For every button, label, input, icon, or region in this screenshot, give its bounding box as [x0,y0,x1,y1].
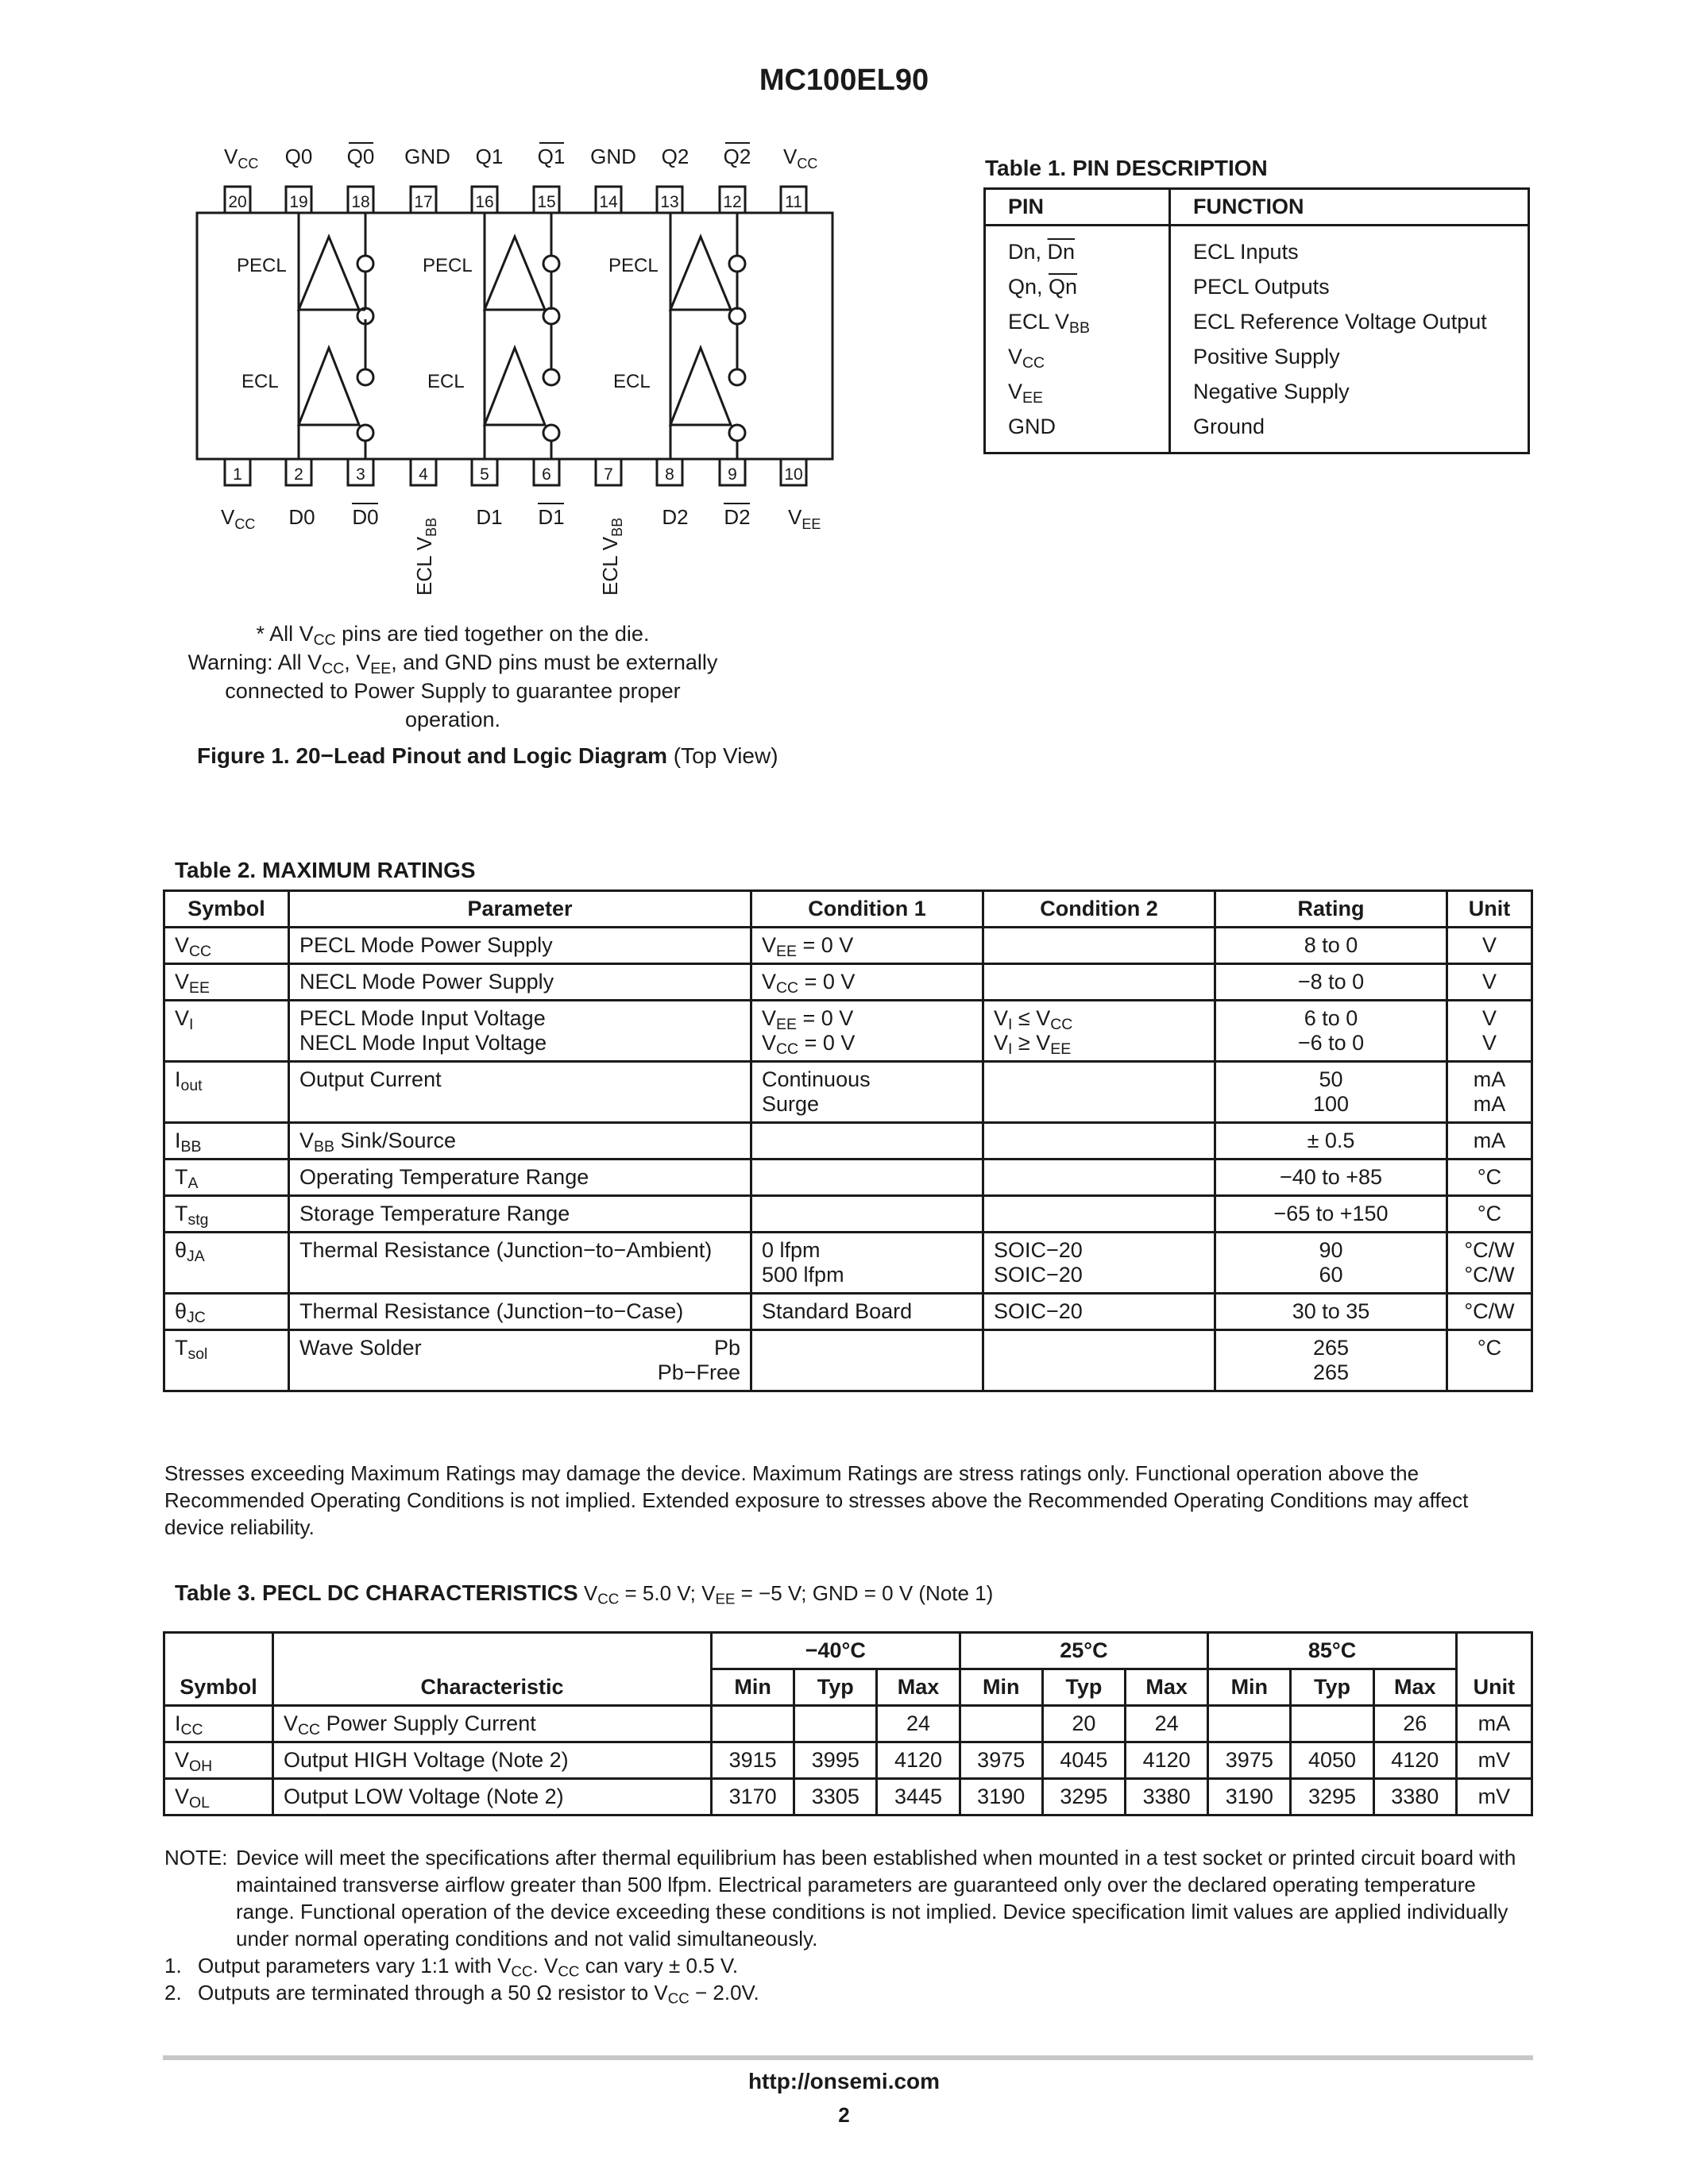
unit-cell: °C [1447,1196,1532,1233]
unit-cell: °C/W °C/W [1447,1233,1532,1294]
value-cell [960,1706,1042,1742]
page-title: MC100EL90 [759,64,929,97]
symbol-cell: $I_{out}$ [164,1062,289,1123]
ecl-label-0: ECL [241,371,279,392]
rating-cell: ± 0.5 [1215,1123,1447,1160]
condition2-cell [983,1330,1215,1391]
table2-header-unit: Unit [1447,891,1532,928]
value-cell: 3190 [960,1779,1042,1815]
parameter-cell: Thermal Resistance (Junction−to−Ambient) [289,1233,751,1294]
unit-cell: V [1447,928,1532,964]
value-cell: 3295 [1291,1779,1373,1815]
value-cell: 3190 [1208,1779,1291,1815]
ecl-buffer-0 [299,308,373,459]
symbol-cell: $I_{BB}$ [164,1123,289,1160]
pin-label-12: Q2 [723,145,751,168]
unit-cell: mA [1447,1123,1532,1160]
ecl-label-1: ECL [427,371,465,392]
figure-note-line-3: connected to Power Supply to guarantee proper operation. [225,679,681,731]
symbol-cell: $V_I$ [164,1001,289,1062]
footer-divider [163,2055,1533,2060]
figure-note-line-2: Warning: All $V_{CC}$, $V_{EE}$, and GND pins must be externally [187,650,718,677]
table2-header-condition2: Condition 2 [983,891,1215,928]
table3-header-symbol: Symbol [164,1633,273,1706]
pin-label-11: $V_{CC}$ [783,145,818,172]
parameter-cell: Storage Temperature Range [289,1196,751,1233]
pin-label-4: ECL $V_{BB}$ [412,517,439,596]
pin-number-13: 13 [660,193,679,211]
unit-cell: mV [1456,1742,1532,1779]
pecl-buffer-2 [670,213,745,310]
characteristic-cell: $V_{CC}$ Power Supply Current [273,1706,712,1742]
symbol-cell: $V_{OL}$ [164,1779,273,1815]
rating-cell: 8 to 0 [1215,928,1447,964]
table-row [164,1233,1532,1294]
temp-header-25: 25°C [960,1633,1208,1669]
function-cell: PECL Outputs [1170,269,1529,304]
pin-number-10: 10 [784,465,803,484]
table1-header-pin: PIN [985,189,1170,226]
value-cell: 3305 [794,1779,877,1815]
symbol-cell: $\theta_{JC}$ [164,1294,289,1330]
value-cell [794,1706,877,1742]
table-row [985,304,1529,339]
pin-number-3: 3 [356,465,365,484]
function-cell: ECL Inputs [1170,226,1529,270]
footnote-1: 1. Output parameters vary 1:1 with $V_{CC}$. $V_{CC}$ can vary ± 0.5 V. [164,1954,739,1980]
parameter-cell: Operating Temperature Range [289,1160,751,1196]
table-row [985,409,1529,453]
value-cell: 3995 [794,1742,877,1779]
table-row [164,1706,1532,1742]
typ-header: Typ [1042,1669,1125,1706]
figure-note-line-1: * All $V_{CC}$ pins are tied together on the die. [256,622,650,649]
unit-cell: °C [1447,1330,1532,1391]
value-cell: 4120 [1373,1742,1456,1779]
value-cell: 4045 [1042,1742,1125,1779]
ecl-label-2: ECL [613,371,651,392]
table-row [164,928,1532,964]
condition1-cell: $V_{EE} = 0$ V [751,928,983,964]
table-row [164,1062,1532,1123]
pin-number-16: 16 [475,193,494,211]
symbol-cell: $T_{sol}$ [164,1330,289,1391]
pin-label-17: GND [404,145,450,168]
min-header: Min [712,1669,794,1706]
rating-cell: −40 to +85 [1215,1160,1447,1196]
temp-header-minus40: −40°C [712,1633,960,1669]
pin-label-20: $V_{CC}$ [224,145,259,172]
value-cell: 3975 [960,1742,1042,1779]
rating-cell: 265 265 [1215,1330,1447,1391]
pin-description-table [983,187,1530,454]
table3-note [164,1844,1533,1952]
pin-label-16: Q1 [475,145,504,168]
ecl-buffer-1 [485,308,559,459]
value-cell: 26 [1373,1706,1456,1742]
value-cell: 24 [877,1706,960,1742]
rating-cell: 90 60 [1215,1233,1447,1294]
pin-label-9: D2 [724,505,751,529]
pin-label-14: GND [590,145,636,168]
table3-header-characteristic: Characteristic [273,1633,712,1706]
condition2-cell: $V_I \le V_{CC}$ $V_I \ge V_{EE}$ [983,1001,1215,1062]
footer-url-link[interactable]: http://onsemi.com [747,2069,941,2093]
table-row [164,1160,1532,1196]
rating-cell: 30 to 35 [1215,1294,1447,1330]
pecl-buffer-0 [299,213,373,310]
table2-header-parameter: Parameter [289,891,751,928]
value-cell: 3380 [1126,1779,1208,1815]
pin-cell: Dn, $\overline{Dn}$ [985,226,1170,270]
max-header: Max [1126,1669,1208,1706]
function-cell: Positive Supply [1170,339,1529,374]
pin-label-2: D0 [288,505,315,529]
pin-cell: $V_{EE}$ [985,374,1170,409]
pin-label-13: Q2 [661,145,689,168]
pin-number-17: 17 [414,193,433,211]
table-row [164,1123,1532,1160]
temp-header-85: 85°C [1208,1633,1457,1669]
pin-number-8: 8 [665,465,674,484]
unit-cell: °C [1447,1160,1532,1196]
pecl-label-2: PECL [608,255,659,276]
condition1-cell: Continuous Surge [751,1062,983,1123]
table2-header-rating: Rating [1215,891,1447,928]
function-cell: Negative Supply [1170,374,1529,409]
min-header: Min [960,1669,1042,1706]
table-row [164,964,1532,1001]
unit-cell: mA mA [1447,1062,1532,1123]
page-number: 2 [838,2103,850,2127]
value-cell: 24 [1126,1706,1208,1742]
pin-number-7: 7 [604,465,613,484]
pin-number-5: 5 [480,465,489,484]
condition1-cell [751,1330,983,1391]
table-row [164,1196,1532,1233]
pin-label-3: D0 [352,505,379,529]
figure-caption: Figure 1. 20−Lead Pinout and Logic Diagram (Top View) [197,743,778,768]
unit-cell: V [1447,964,1532,1001]
pin-number-12: 12 [723,193,742,211]
pin-cell: $V_{CC}$ [985,339,1170,374]
table1-caption: Table 1. PIN DESCRIPTION [985,156,1268,180]
min-header: Min [1208,1669,1291,1706]
value-cell: 4120 [1126,1742,1208,1779]
pin-number-1: 1 [233,465,242,484]
value-cell: 20 [1042,1706,1125,1742]
pecl-buffer-1 [485,213,559,310]
pin-label-18: Q0 [346,145,375,168]
condition2-cell [983,928,1215,964]
table2-header-symbol: Symbol [164,891,289,928]
characteristic-cell: Output HIGH Voltage (Note 2) [273,1742,712,1779]
table3-caption: Table 3. PECL DC CHARACTERISTICS $V_{CC} = 5.0$ V; $V_{EE} = -5$ V; GND = 0 V (Note 1) [175,1580,994,1607]
symbol-cell: $I_{CC}$ [164,1706,273,1742]
table-row [164,1001,1532,1062]
table2-header-condition1: Condition 1 [751,891,983,928]
condition1-cell: $V_{EE} = 0$ V $V_{CC} = 0$ V [751,1001,983,1062]
pin-label-7: ECL $V_{BB}$ [598,517,625,596]
pin-label-10: $V_{EE}$ [788,505,821,532]
pin-cell: Qn, $\overline{Qn}$ [985,269,1170,304]
pin-number-19: 19 [289,193,308,211]
symbol-cell: $\theta_{JA}$ [164,1233,289,1294]
table-row [985,269,1529,304]
pin-number-11: 11 [785,193,802,211]
value-cell: 3915 [712,1742,794,1779]
function-cell: ECL Reference Voltage Output [1170,304,1529,339]
table-row [985,226,1529,270]
condition2-cell: SOIC−20 SOIC−20 [983,1233,1215,1294]
unit-cell: °C/W [1447,1294,1532,1330]
symbol-cell: $V_{CC}$ [164,928,289,964]
condition2-cell [983,964,1215,1001]
rating-cell: −65 to +150 [1215,1196,1447,1233]
typ-header: Typ [794,1669,877,1706]
max-header: Max [877,1669,960,1706]
pin-number-20: 20 [228,193,247,211]
pin-number-15: 15 [537,193,556,211]
pin-number-18: 18 [351,193,370,211]
pin-label-8: D2 [662,505,689,529]
characteristic-cell: Output LOW Voltage (Note 2) [273,1779,712,1815]
rating-cell: −8 to 0 [1215,964,1447,1001]
parameter-cell: Thermal Resistance (Junction−to−Case) [289,1294,751,1330]
symbol-cell: $V_{OH}$ [164,1742,273,1779]
value-cell [1208,1706,1291,1742]
symbol-cell: $T_{stg}$ [164,1196,289,1233]
table2-note: Stresses exceeding Maximum Ratings may damage the device. Maximum Ratings are stress ratings only. Functional operation above the Recommended Operating Conditions is not implied. Extended exposure to stresses above the Recommended Operating Conditions may affect device reliability. [164,1461,1469,1539]
note-label: NOTE: [164,1846,228,1870]
condition2-cell: SOIC−20 [983,1294,1215,1330]
symbol-cell: $T_A$ [164,1160,289,1196]
condition2-cell [983,1160,1215,1196]
table-header-row [164,1633,1532,1669]
pin-cell: ECL $V_{BB}$ [985,304,1170,339]
pin-label-5: D1 [476,505,503,529]
value-cell: 3975 [1208,1742,1291,1779]
pecl-label-0: PECL [237,255,287,276]
condition1-cell: Standard Board [751,1294,983,1330]
table3-header-unit: Unit [1456,1633,1532,1706]
condition2-cell [983,1123,1215,1160]
pin-number-4: 4 [419,465,428,484]
condition1-cell [751,1196,983,1233]
rating-cell: 6 to 0 −6 to 0 [1215,1001,1447,1062]
unit-cell: mA [1456,1706,1532,1742]
value-cell [1291,1706,1373,1742]
rating-cell: 50 100 [1215,1062,1447,1123]
pinout-diagram [175,135,874,627]
value-cell: 3295 [1042,1779,1125,1815]
table-row [164,1742,1532,1779]
symbol-cell: $V_{EE}$ [164,964,289,1001]
value-cell: 4050 [1291,1742,1373,1779]
max-header: Max [1373,1669,1456,1706]
parameter-cell: PECL Mode Power Supply [289,928,751,964]
pin-label-6: D1 [538,505,565,529]
value-cell: 4120 [877,1742,960,1779]
parameter-cell: PECL Mode Input Voltage NECL Mode Input Voltage [289,1001,751,1062]
parameter-cell: NECL Mode Power Supply [289,964,751,1001]
table-row [164,1779,1532,1815]
unit-cell: mV [1456,1779,1532,1815]
condition1-cell [751,1160,983,1196]
table-row [164,1330,1532,1391]
unit-cell: V V [1447,1001,1532,1062]
maximum-ratings-table [163,889,1533,1392]
condition1-cell: $V_{CC} = 0$ V [751,964,983,1001]
ecl-buffer-2 [670,308,745,459]
table-row [164,1294,1532,1330]
table2-caption: Table 2. MAXIMUM RATINGS [175,858,476,882]
pin-cell: GND [985,409,1170,453]
typ-header: Typ [1291,1669,1373,1706]
pin-number-9: 9 [728,465,737,484]
pin-number-14: 14 [599,193,618,211]
note-body: Device will meet the specifications after thermal equilibrium has been established when mounted in a test socket or printed circuit board with maintained transverse airflow greater than 500 lfpm. Electrical parameters are guaranteed only over the declared operating temperature range. Functional operation of the device exceeding these conditions is not implied. Device specification limit values are applied individually under normal operating conditions and not valid simultaneously. [236,1846,1516,1951]
parameter-cell: Wave Solder Pb Pb−Free [289,1330,751,1391]
value-cell [712,1706,794,1742]
condition1-cell [751,1123,983,1160]
pin-label-15: Q1 [537,145,566,168]
pin-label-1: $V_{CC}$ [221,505,256,532]
condition2-cell [983,1196,1215,1233]
value-cell: 3380 [1373,1779,1456,1815]
table-row [985,339,1529,374]
table-header-row [164,891,1532,928]
pin-number-2: 2 [294,465,303,484]
condition2-cell [983,1062,1215,1123]
table-row [985,374,1529,409]
parameter-cell: Output Current [289,1062,751,1123]
value-cell: 3445 [877,1779,960,1815]
pecl-label-1: PECL [423,255,473,276]
table1-header-function: FUNCTION [1170,189,1529,226]
function-cell: Ground [1170,409,1529,453]
condition1-cell: 0 lfpm 500 lfpm [751,1233,983,1294]
parameter-cell: $V_{BB}$ Sink/Source [289,1123,751,1160]
footnote-2: 2. Outputs are terminated through a 50 Ω resistor to $V_{CC} - 2.0V$. [164,1981,759,2007]
pin-number-6: 6 [542,465,551,484]
pin-label-19: Q0 [284,145,313,168]
pecl-dc-characteristics-table [163,1631,1533,1816]
value-cell: 3170 [712,1779,794,1815]
figure-note [175,619,731,734]
